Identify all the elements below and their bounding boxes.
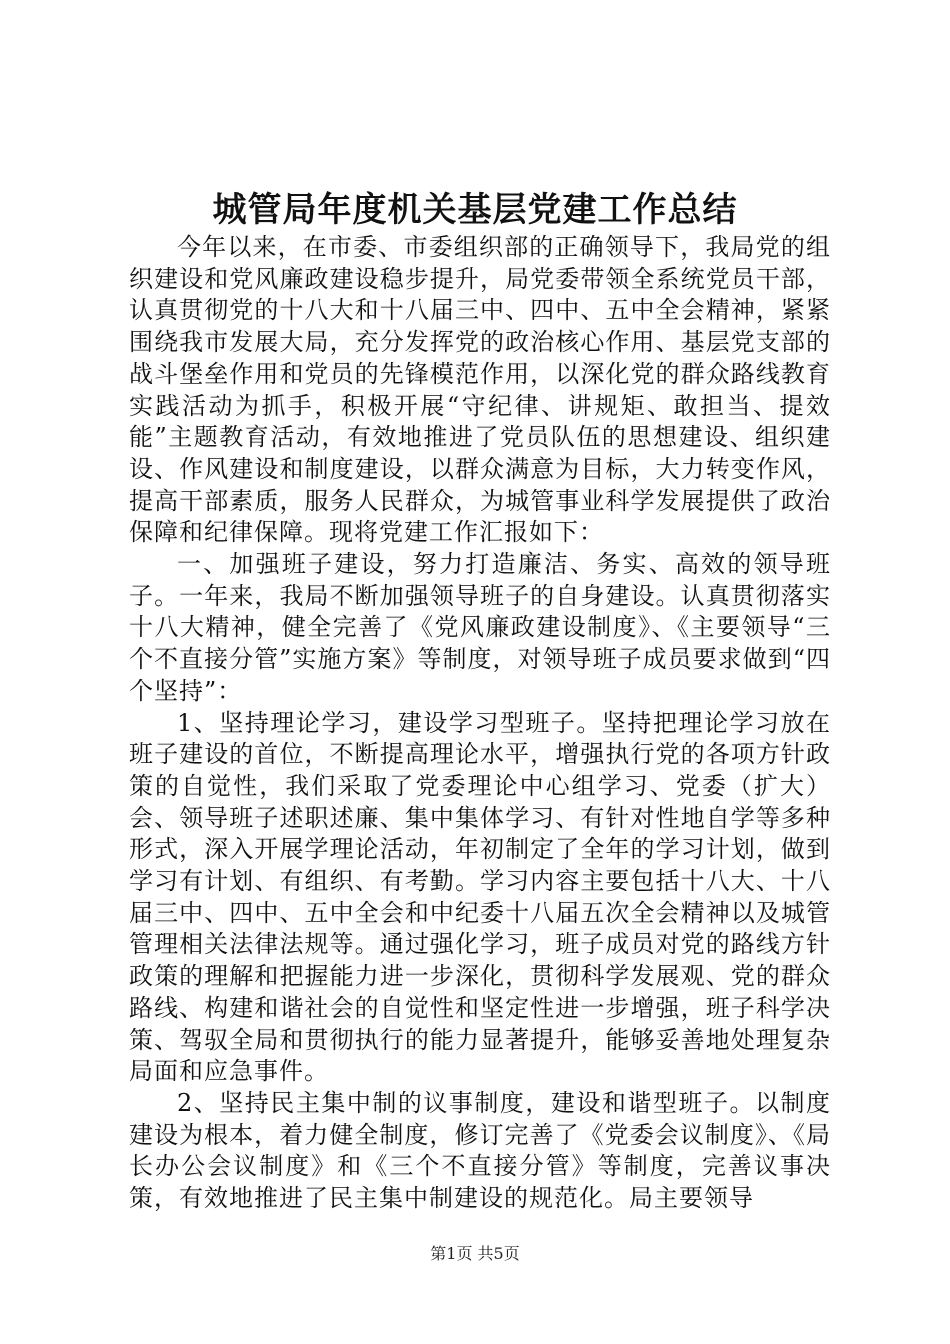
paragraph-section-1: 一、加强班子建设，努力打造廉洁、务实、高效的领导班子。一年来，我局不断加强领导班子的自身建设。认真贯彻落实十八大精神，健全完善了《党风廉政建设制度》、《主要领导“三个不直接分管”实施方案》等制度，对领导班子成员要求做到“四个坚持”： [129, 550, 831, 705]
paragraph-intro: 今年以来，在市委、市委组织部的正确领导下，我局党的组织建设和党风廉政建设稳步提升，局党委带领全系统党员干部，认真贯彻党的十八大和十八届三中、四中、五中全会精神，紧紧围绕我市发展大局，充分发挥党的政治核心作用、基层党支部的战斗堡垒作用和党员的先锋模范作用，以深化党的群众路线教育实践活动为抓手，积极开展“守纪律、讲规矩、敢担当、提效能”主题教育活动，有效地推进了党员队伍的思想建设、组织建设、作风建设和制度建设，以群众满意为目标，大力转变作风，提高干部素质，服务人民群众，为城管事业科学发展提供了政治保障和纪律保障。现将党建工作汇报如下： [129, 233, 831, 547]
page-footer: 第1页 共5页 [430, 1244, 520, 1263]
paragraph-item-2: 2、坚持民主集中制的议事制度，建设和谐型班子。以制度建设为根本，着力健全制度，修订完善了《党委会议制度》、《局长办公会议制度》和《三个不直接分管》等制度，完善议事决策，有效地推进了民主集中制建设的规范化。局主要领导 [129, 1088, 831, 1213]
document-body [129, 232, 831, 1215]
paragraph-item-1: 1、坚持理论学习，建设学习型班子。坚持把理论学习放在班子建设的首位，不断提高理论水平，增强执行党的各项方针政策的自觉性，我们采取了党委理论中心组学习、党委（扩大）会、领导班子述职述廉、集中集体学习、有针对性地自学等多种形式，深入开展学理论活动，年初制定了全年的学习计划，做到学习有计划、有组织、有考勤。学习内容主要包括十八大、十八届三中、四中、五中全会和中纪委十八届五次全会精神以及城管管理相关法律法规等。通过强化学习，班子成员对党的路线方针政策的理解和把握能力进一步深化，贯彻科学发展观、党的群众路线、构建和谐社会的自觉性和坚定性进一步增强，班子科学决策、驾驭全局和贯彻执行的能力显著提升，能够妥善地处理复杂局面和应急事件。 [129, 708, 831, 1086]
document-title: 城管局年度机关基层党建工作总结 [212, 190, 738, 230]
